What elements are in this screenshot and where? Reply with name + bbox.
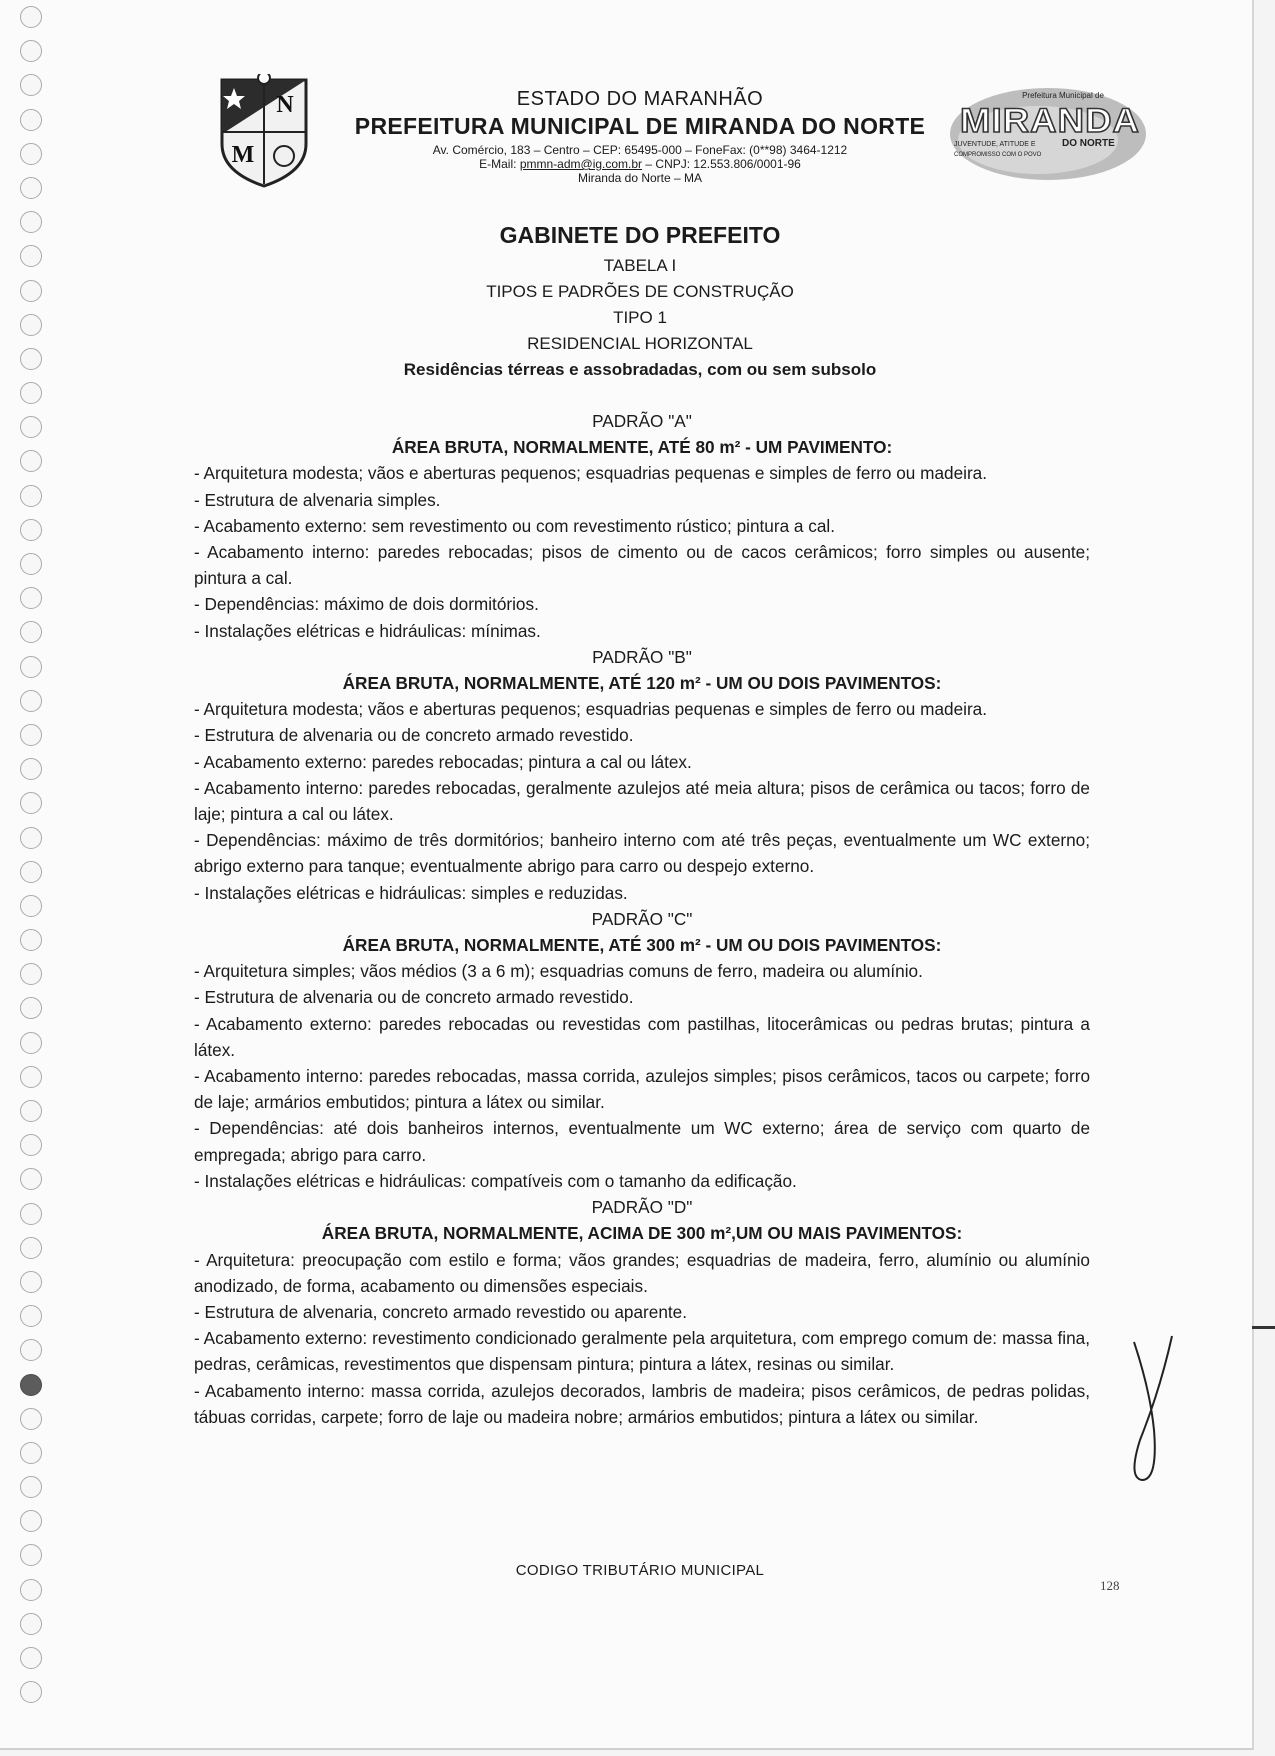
miranda-logo-icon [948,84,1148,182]
binder-hole [20,553,42,575]
binder-hole [20,416,42,438]
criteria-item: - Acabamento interno: massa corrida, azulejos decorados, lambris de madeira; pisos cerâmicos, de pedras polidas, tábuas corridas, carpete; forro de laje ou madeira nobre; armários embutidos; pintura a látex ou similar. [194,1380,1090,1427]
binder-hole [20,280,42,302]
footer-code: CODIGO TRIBUTÁRIO MUNICIPAL [515,1562,765,1579]
binder-hole [20,1237,42,1259]
binder-hole [20,1134,42,1156]
area-heading: ÁREA BRUTA, NORMALMENTE, ATÉ 120 m² - UM OU DOIS PAVIMENTOS: [342,673,942,694]
letterhead [320,88,960,185]
binder-holes [20,6,46,1715]
binder-hole [20,1374,42,1396]
tipo-title: TIPO 1 [613,308,667,327]
binder-hole [20,1271,42,1293]
address-line: Av. Comércio, 183 – Centro – CEP: 65495-000 – FoneFax: (0**98) 3464-1212 [432,143,848,157]
crest-letter-m: M [231,142,255,168]
binder-hole [20,1066,42,1088]
binder-hole [20,1681,42,1703]
logo-slogan: JUVENTUDE, ATITUDE E [954,141,1036,148]
state-name: ESTADO DO MARANHÃO [516,88,764,110]
padrao-heading: PADRÃO "C" [591,908,693,929]
city-line: Miranda do Norte – MA [577,171,703,185]
area-heading: ÁREA BRUTA, NORMALMENTE, ATÉ 80 m² - UM PAVIMENTO: [391,437,893,458]
padrao-heading: PADRÃO "A" [592,411,692,431]
binder-hole [20,758,42,780]
binder-hole [20,1613,42,1635]
binder-hole [20,382,42,404]
binder-hole [20,1408,42,1430]
criteria-item: - Arquitetura simples; vãos médios (3 a 6 m); esquadrias comuns de ferro, madeira ou alumínio. [194,961,923,982]
binder-hole [20,109,42,131]
residencial-title: RESIDENCIAL HORIZONTAL [527,334,753,353]
binder-hole [20,792,42,814]
binder-hole [20,1510,42,1532]
padrao-heading: PADRÃO "D" [591,1197,693,1218]
criteria-item: - Dependências: máximo de três dormitórios; banheiro interno com até três peças, eventualmente um WC externo; abrigo externo para tanque; eventualmente abrigo para carro ou despejo externo. [194,830,1090,877]
binder-hole [20,1032,42,1054]
logo-sub: DO NORTE [1062,138,1115,149]
binder-hole [20,827,42,849]
criteria-item: - Instalações elétricas e hidráulicas: compatíveis com o tamanho da edificação. [194,1170,797,1191]
criteria-item: - Dependências: máximo de dois dormitórios. [194,594,539,615]
crest-letter-n: N [276,92,294,118]
area-heading: ÁREA BRUTA, NORMALMENTE, ATÉ 300 m² - UM OU DOIS PAVIMENTOS: [342,935,942,956]
binder-hole [20,450,42,472]
binder-hole [20,211,42,233]
binder-hole [20,1442,42,1464]
binder-hole [20,74,42,96]
binder-hole [20,1305,42,1327]
title-block [160,222,1120,383]
criteria-item: - Instalações elétricas e hidráulicas: mínimas. [194,620,541,641]
binder-hole [20,621,42,643]
tabela-title: TABELA I [603,256,677,275]
criteria-item: - Estrutura de alvenaria simples. [194,489,441,510]
binder-hole [20,6,42,28]
logo-name: MIRANDA [960,102,1140,140]
binder-hole [20,690,42,712]
binder-hole [20,485,42,507]
tipos-title: TIPOS E PADRÕES DE CONSTRUÇÃO [486,282,794,301]
binder-hole [20,1203,42,1225]
criteria-item: - Acabamento interno: paredes rebocadas; pisos de cimento ou de cacos cerâmicos; forro simples ou ausente; pintura a cal. [194,542,1090,589]
criteria-item: - Estrutura de alvenaria ou de concreto armado revestido. [194,987,634,1008]
scan-edge-mark [1252,1326,1275,1329]
page-number: 128 [1100,1578,1120,1593]
logo-slogan2: COMPROMISSO COM O POVO [954,152,1042,158]
document-body [194,408,1090,1430]
binder-hole [20,1579,42,1601]
binder-hole [20,245,42,267]
email-link[interactable]: pmmn-adm@ig.com.br [519,157,643,171]
criteria-item: - Acabamento interno: paredes rebocadas, massa corrida, azulejos simples; pisos cerâmicos, tacos ou carpete; forro de laje; armários embutidos; pintura a látex ou similar. [194,1066,1090,1113]
binder-hole [20,143,42,165]
binder-hole [20,40,42,62]
gabinete-title: GABINETE DO PREFEITO [499,222,781,248]
email-label: E-Mail: [479,157,517,171]
binder-hole [20,314,42,336]
binder-hole [20,587,42,609]
binder-hole [20,1100,42,1122]
binder-hole [20,1339,42,1361]
descricao-title: Residências térreas e assobradadas, com ou sem subsolo [403,360,877,379]
criteria-item: - Arquitetura modesta; vãos e aberturas pequenos; esquadrias pequenas e simples de ferro ou madeira. [194,463,988,484]
criteria-item: - Acabamento externo: sem revestimento ou com revestimento rústico; pintura a cal. [194,515,836,536]
email-line [320,157,960,171]
criteria-item: - Instalações elétricas e hidráulicas: simples e reduzidas. [194,882,628,903]
binder-hole [20,963,42,985]
criteria-item: - Estrutura de alvenaria, concreto armado revestido ou aparente. [194,1301,687,1322]
binder-hole [20,1168,42,1190]
prefeitura-name: PREFEITURA MUNICIPAL DE MIRANDA DO NORTE [354,113,926,139]
criteria-item: - Arquitetura modesta; vãos e aberturas pequenos; esquadrias pequenas e simples de ferro ou madeira. [194,699,988,720]
criteria-item: - Arquitetura: preocupação com estilo e forma; vãos grandes; esquadrias de madeira, ferro, alumínio ou alumínio anodizado, de forma, acabamento ou dimensões especiais. [194,1249,1090,1296]
binder-hole [20,895,42,917]
area-heading: ÁREA BRUTA, NORMALMENTE, ACIMA DE 300 m²,UM OU MAIS PAVIMENTOS: [321,1223,963,1244]
handwritten-signature-icon [1120,1330,1190,1500]
binder-hole [20,656,42,678]
binder-hole [20,1544,42,1566]
criteria-item: - Acabamento externo: revestimento condicionado geralmente pela arquitetura, com emprego comum de: massa fina, pedras, cerâmicas, revestimentos que dispensam pintura; pintura a látex, resinas ou similar. [194,1328,1090,1375]
binder-hole [20,348,42,370]
binder-hole [20,1476,42,1498]
municipal-crest-icon [218,74,310,190]
binder-hole [20,997,42,1019]
cnpj: – CNPJ: 12.553.806/0001-96 [645,157,801,171]
logo-top-text: Prefeitura Municipal de [1022,91,1104,100]
criteria-item: - Acabamento externo: paredes rebocadas; pintura a cal ou látex. [194,751,692,772]
binder-hole [20,724,42,746]
binder-hole [20,861,42,883]
padrao-heading: PADRÃO "B" [592,646,692,667]
binder-hole [20,1647,42,1669]
criteria-item: - Acabamento externo: paredes rebocadas ou revestidas com pastilhas, litocerâmicas ou pedras brutas; pintura a látex. [194,1013,1090,1060]
binder-hole [20,519,42,541]
criteria-item: - Dependências: até dois banheiros internos, eventualmente um WC externo; área de serviço com quarto de empregada; abrigo para carro. [194,1118,1090,1165]
binder-hole [20,177,42,199]
criteria-item: - Estrutura de alvenaria ou de concreto armado revestido. [194,725,634,746]
criteria-item: - Acabamento interno: paredes rebocadas, geralmente azulejos até meia altura; pisos de cerâmica ou tacos; forro de laje; pintura a cal ou látex. [194,777,1090,825]
binder-hole [20,929,42,951]
